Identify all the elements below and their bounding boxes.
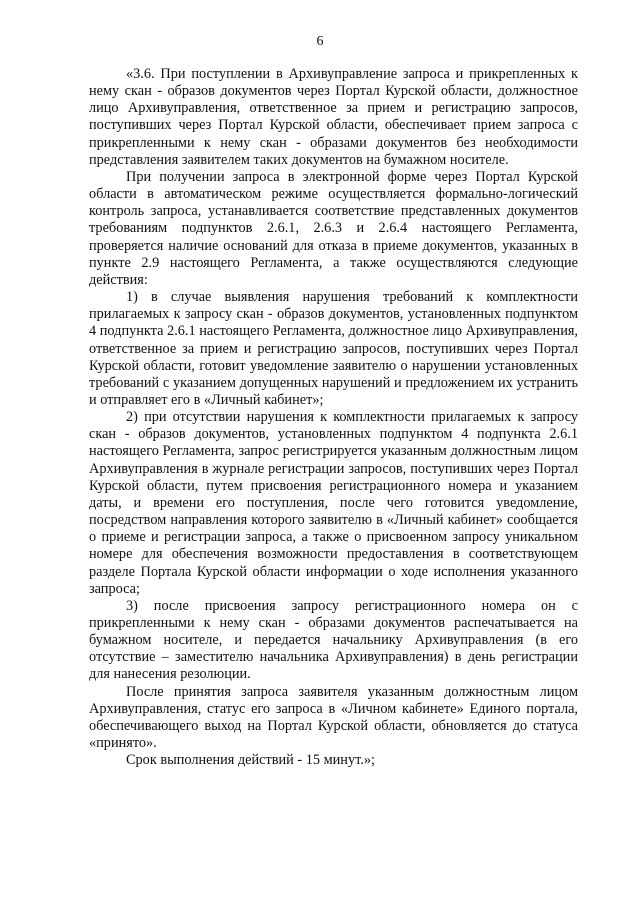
paragraph-electronic-request: При получении запроса в электронной форме через Портал Курской области в автоматическом режиме осуществляется формально-логический контроль запроса, устанавливается соответствие представленных документов требованиям подпунктов 2.6.1, 2.6.3 и 2.6.4 настоящего Регламента, проверяется наличие оснований для отказа в приеме документов, указанных в пункте 2.9 настоящего Регламента, а также осуществляются следующие действия: — [89, 168, 578, 288]
paragraph-3-6: «3.6. При поступлении в Архивуправление запроса и прикрепленных к нему скан - образов документов через Портал Курской области, должностное лицо Архивуправления, ответственное за прием и регистрацию запросов, поступивших через Портал Курской области, обеспечивает прием запроса с прикрепленными к нему скан - образами документов без необходимости представления заявителем таких документов на бумажном носителе. — [89, 66, 578, 168]
document-body — [89, 66, 578, 769]
paragraph-status-update: После принятия запроса заявителя указанным должностным лицом Архивуправления, статус его запроса в «Личном кабинете» Единого портала, обеспечивающего выход на Портал Курской области, обновляется до статуса «принято». — [89, 683, 578, 752]
page-number: 6 — [316, 34, 324, 49]
paragraph-deadline: Срок выполнения действий - 15 минут.»; — [126, 752, 375, 769]
list-item-2: 2) при отсутствии нарушения к комплектности прилагаемых к запросу скан - образов документов, установленных подпунктом 4 подпункта 2.6.1 настоящего Регламента, запрос регистрируется указанным должностным лицом Архивуправления в журнале регистрации запросов, поступивших через Портал Курской области, путем присвоения регистрационного номера и указанием даты, и времени его поступления, после чего готовится уведомление, посредством направления которого заявителю в «Личный кабинет» сообщается о приеме и регистрации запроса, а также о присвоенном запросу уникальном номере для обеспечения возможности предоставления в соответствующем разделе Портала Курской области информации о ходе исполнения указанного запроса; — [89, 409, 578, 597]
list-item-3: 3) после присвоения запросу регистрационного номера он с прикрепленными к нему скан - образами документов распечатывается на бумажном носителе, и передается начальнику Архивуправления (в его отсутствие – заместителю начальника Архивуправления) в день регистрации для нанесения резолюции. — [89, 597, 578, 683]
list-item-1: 1) в случае выявления нарушения требований к комплектности прилагаемых к запросу скан - образов документов, установленных подпунктом 4 подпункта 2.6.1 настоящего Регламента, должностное лицо Архивуправления, ответственное за прием и регистрацию запросов, поступивших через Портал Курской области, готовит уведомление заявителю о нарушении установленных требований с указанием допущенных нарушений и предложением их устранить и отправляет его в «Личный кабинет»; — [89, 289, 578, 408]
